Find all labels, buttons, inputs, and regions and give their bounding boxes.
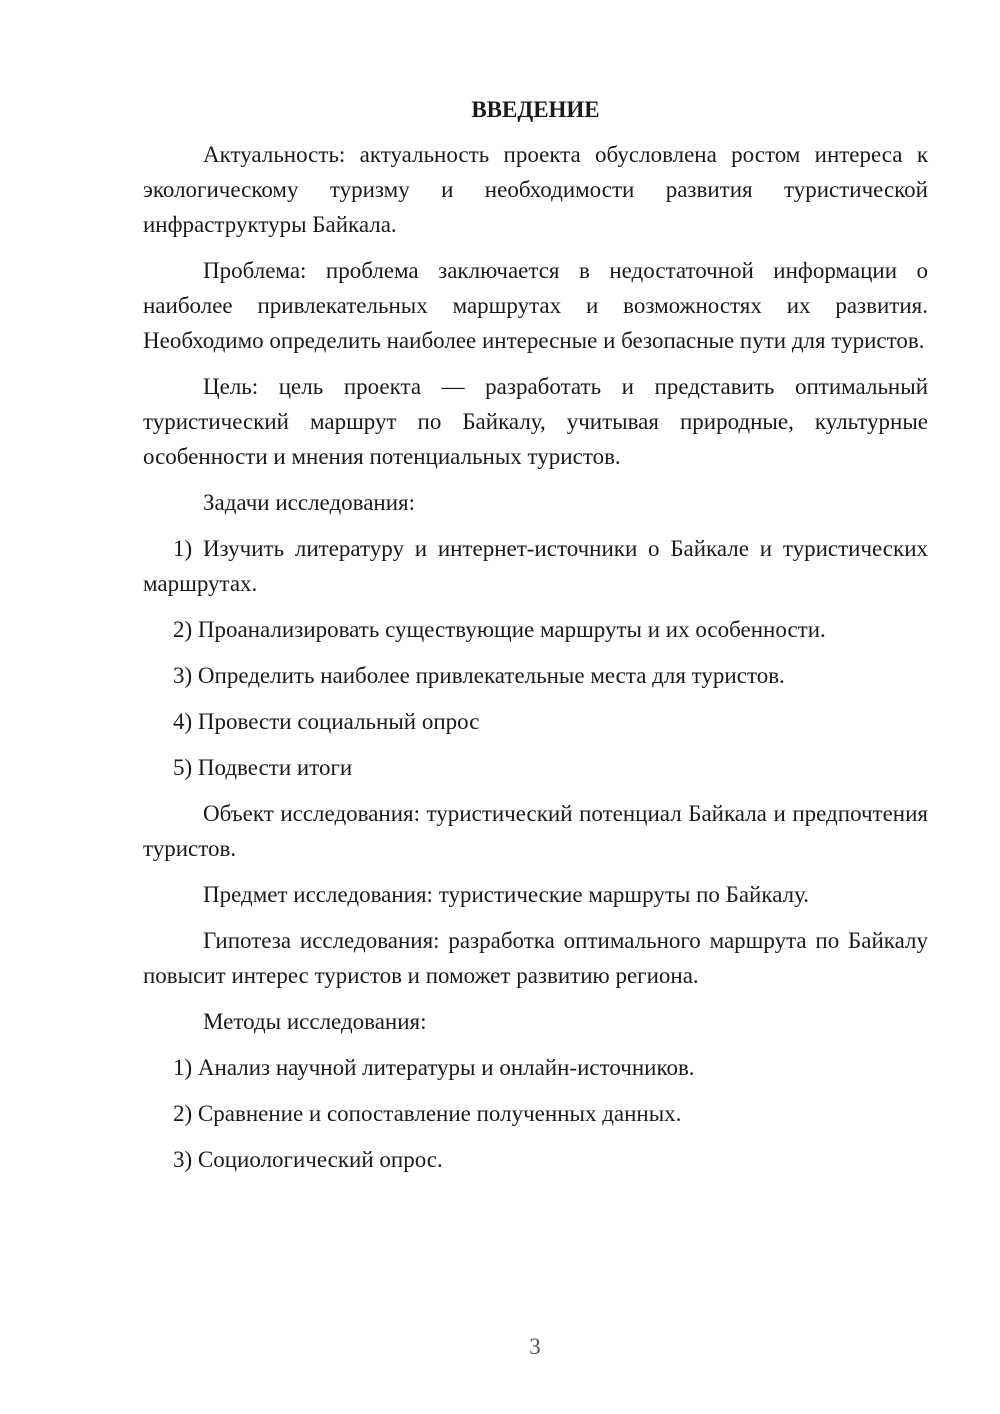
- method-item-2: 2) Сравнение и сопоставление полученных данных.: [173, 1101, 682, 1126]
- page-title: ВВЕДЕНИЕ: [471, 97, 600, 122]
- page-number: 3: [529, 1334, 541, 1359]
- paragraph-object: Объект исследования: туристический потенциал Байкала и предпочтения туристов.: [143, 801, 928, 861]
- paragraph-relevance: Актуальность: актуальность проекта обусловлена ростом интереса к экологическому туризму и необходимости развития туристической инфраструктуры Байкала.: [143, 142, 928, 237]
- methods-heading: Методы исследования:: [203, 1009, 427, 1034]
- method-item-1: 1) Анализ научной литературы и онлайн-источников.: [173, 1055, 695, 1080]
- task-item-2: 2) Проанализировать существующие маршруты и их особенности.: [173, 617, 826, 642]
- method-item-3: 3) Социологический опрос.: [173, 1147, 443, 1172]
- task-item-5: 5) Подвести итоги: [173, 755, 353, 780]
- document-body: [143, 92, 928, 1188]
- task-item-1: 1) Изучить литературу и интернет-источники о Байкале и туристических маршрутах.: [143, 536, 928, 596]
- tasks-heading: Задачи исследования:: [203, 490, 416, 515]
- paragraph-goal: Цель: цель проекта — разработать и представить оптимальный туристический маршрут по Байкалу, учитывая природные, культурные особенности и мнения потенциальных туристов.: [143, 374, 928, 469]
- paragraph-problem: Проблема: проблема заключается в недостаточной информации о наиболее привлекательных маршрутах и возможностях их развития. Необходимо определить наиболее интересные и безопасные пути для туристов.: [143, 258, 928, 353]
- task-item-4: 4) Провести социальный опрос: [173, 709, 480, 734]
- paragraph-subject: Предмет исследования: туристические маршруты по Байкалу.: [203, 882, 810, 907]
- paragraph-hypothesis: Гипотеза исследования: разработка оптимального маршрута по Байкалу повысит интерес туристов и поможет развитию региона.: [143, 928, 928, 988]
- task-item-3: 3) Определить наиболее привлекательные места для туристов.: [173, 663, 785, 688]
